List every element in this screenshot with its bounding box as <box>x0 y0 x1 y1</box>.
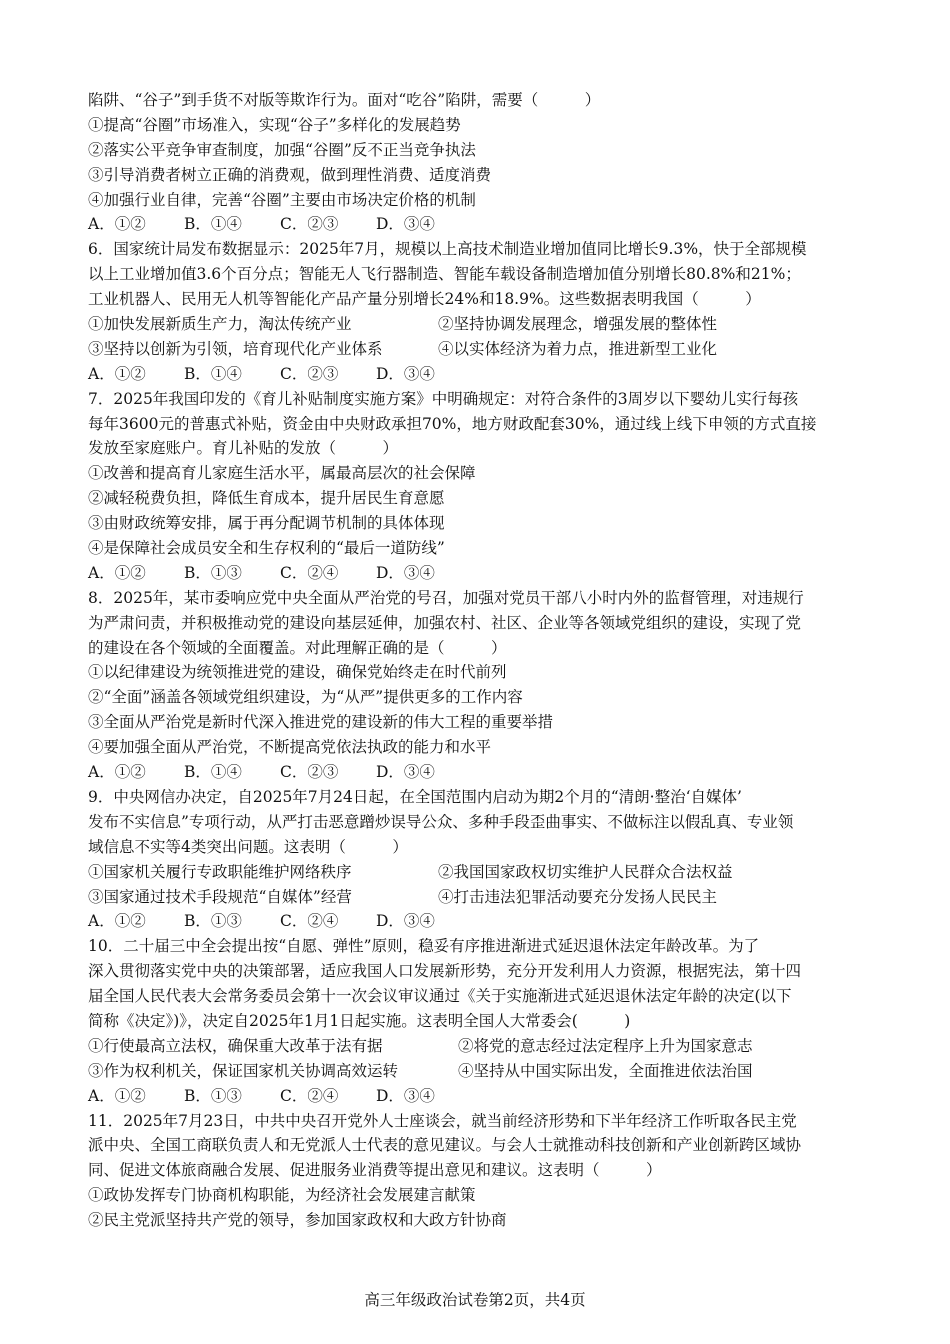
option-row <box>88 337 878 362</box>
answer-d: D．③④ <box>376 364 435 383</box>
option-item: ②“全面”涵盖各领域党组织建设，为“从严”提供更多的工作内容 <box>88 688 523 707</box>
option-item: ①改善和提高育儿家庭生活水平，属最高层次的社会保障 <box>88 464 476 483</box>
question-stem: 9．中央网信办决定，自2025年7月24日起，在全国范围内启动为期2个月的“清朗·整治‘自媒体’ <box>88 787 742 806</box>
answer-a: A．①② <box>88 364 146 383</box>
answer-c: C．②③ <box>280 364 339 383</box>
answer-d: D．③④ <box>376 912 435 931</box>
answer-b: B．①③ <box>184 912 242 931</box>
option-item: ①国家机关履行专政职能维护网络秩序 <box>88 862 352 881</box>
answer-b: B．①④ <box>184 763 242 782</box>
option-item: ④是保障社会成员安全和生存权利的“最后一道防线” <box>88 539 445 558</box>
answer-choices <box>88 1084 878 1109</box>
option-item: ③作为权利机关，保证国家机关协调高效运转 <box>88 1061 399 1080</box>
option-item: ④坚持从中国实际出发，全面推进依法治国 <box>458 1061 753 1080</box>
option-row <box>88 1059 878 1084</box>
answer-c: C．②④ <box>280 1086 339 1105</box>
answer-choices <box>88 362 878 387</box>
option-item: ②落实公平竞争审查制度，加强“谷圈”反不正当竞争执法 <box>88 140 476 159</box>
option-item: ②民主党派坚持共产党的领导，参加国家政权和大政方针协商 <box>88 1211 507 1230</box>
option-item: ①加快发展新质生产力，淘汰传统产业 <box>88 315 352 334</box>
answer-a: A．①② <box>88 912 146 931</box>
question-stem: 派中央、全国工商联负责人和无党派人士代表的意见建议。与会人士就推动科技创新和产业创新跨区域协 <box>88 1136 802 1155</box>
answer-choices <box>88 561 878 586</box>
question-stem: 10．二十届三中全会提出按“自愿、弹性”原则，稳妥有序推进渐进式延迟退休法定年龄改革。为了 <box>88 937 760 956</box>
option-item: ④要加强全面从严治党，不断提高党依法执政的能力和水平 <box>88 738 492 757</box>
option-item: ③国家通过技术手段规范“自媒体”经营 <box>88 887 352 906</box>
answer-b: B．①④ <box>184 215 242 234</box>
option-item: ④打击违法犯罪活动要充分发扬人民民主 <box>438 887 718 906</box>
answer-d: D．③④ <box>376 763 435 782</box>
page-footer: 高三年级政治试卷第2页，共4页 <box>364 1291 586 1309</box>
answer-b: B．①③ <box>184 1086 242 1105</box>
question-stem: 7．2025年我国印发的《育儿补贴制度实施方案》中明确规定：对符合条件的3周岁以下婴幼儿实行每孩 <box>88 389 799 408</box>
answer-choices <box>88 909 878 934</box>
answer-choices <box>88 760 878 785</box>
question-stem: 陷阱、“谷子”到手货不对版等欺诈行为。面对“吃谷”陷阱，需要（ ） <box>88 91 601 109</box>
answer-c: C．②④ <box>280 563 339 582</box>
answer-a: A．①② <box>88 1086 146 1105</box>
answer-a: A．①② <box>88 763 146 782</box>
question-stem: 为严肃问责，并积极推动党的建设向基层延伸，加强农村、社区、企业等各领域党组织的建设，实现了党 <box>88 613 802 632</box>
answer-b: B．①③ <box>184 563 242 582</box>
answer-b: B．①④ <box>184 364 242 383</box>
option-item: ④加强行业自律，完善“谷圈”主要由市场决定价格的机制 <box>88 190 476 209</box>
option-item: ②减轻税费负担，降低生育成本，提升居民生育意愿 <box>88 489 445 508</box>
answer-d: D．③④ <box>376 563 435 582</box>
answer-d: D．③④ <box>376 215 435 234</box>
question-stem: 8．2025年，某市委响应党中央全面从严治党的号召，加强对党员干部八小时内外的监督管理，对违规行 <box>88 588 804 607</box>
option-row <box>88 885 878 910</box>
question-stem: 届全国人民代表大会常务委员会第十一次会议审议通过《关于实施渐进式延迟退休法定年龄的决定(以下 <box>88 987 792 1006</box>
option-item: ①提高“谷圈”市场准入，实现“谷子”多样化的发展趋势 <box>88 115 461 134</box>
option-item: ③全面从严治党是新时代深入推进党的建设新的伟大工程的重要举措 <box>88 713 554 732</box>
question-stem: 发布不实信息”专项行动，从严打击恶意蹭炒误导公众、多种手段歪曲事实、不做标注以假乱真、专业领 <box>88 812 794 831</box>
exam-page <box>88 88 878 1233</box>
option-item: ③由财政统筹安排，属于再分配调节机制的具体体现 <box>88 514 445 533</box>
question-stem: 域信息不实等4类突出问题。这表明（ ） <box>88 837 408 856</box>
option-row <box>88 312 878 337</box>
option-item: ②将党的意志经过法定程序上升为国家意志 <box>458 1036 753 1055</box>
question-stem: 以上工业增加值3.6个百分点；智能无人飞行器制造、智能车载设备制造增加值分别增长80.8%和21%； <box>88 265 801 284</box>
option-item: ①行使最高立法权，确保重大改革于法有据 <box>88 1036 383 1055</box>
question-stem: 6．国家统计局发布数据显示：2025年7月，规模以上高技术制造业增加值同比增长9.3%，快于全部规模 <box>88 240 807 259</box>
question-stem: 简称《决定》)》，决定自2025年1月1日起实施。这表明全国人大常委会( ) <box>88 1011 631 1030</box>
question-stem: 工业机器人、民用无人机等智能化产品产量分别增长24%和18.9%。这些数据表明我国（ ） <box>88 290 761 309</box>
question-stem: 发放至家庭账户。育儿补贴的发放（ ） <box>88 439 399 458</box>
question-stem: 深入贯彻落实党中央的决策部署，适应我国人口发展新形势，充分开发利用人力资源，根据宪法，第十四 <box>88 962 802 981</box>
option-item: ③引导消费者树立正确的消费观，做到理性消费、适度消费 <box>88 165 492 184</box>
answer-a: A．①② <box>88 563 146 582</box>
option-item: ④以实体经济为着力点，推进新型工业化 <box>438 339 718 358</box>
answer-c: C．②③ <box>280 763 339 782</box>
answer-c: C．②④ <box>280 912 339 931</box>
answer-d: D．③④ <box>376 1086 435 1105</box>
option-item: ①以纪律建设为统领推进党的建设，确保党始终走在时代前列 <box>88 663 507 682</box>
option-item: ②坚持协调发展理念，增强发展的整体性 <box>438 315 718 334</box>
answer-choices <box>88 212 878 237</box>
option-row <box>88 860 878 885</box>
question-stem: 11．2025年7月23日，中共中央召开党外人士座谈会，就当前经济形势和下半年经济工作听取各民主党 <box>88 1111 797 1130</box>
question-stem: 的建设在各个领域的全面覆盖。对此理解正确的是（ ） <box>88 638 507 657</box>
option-row <box>88 1034 878 1059</box>
option-item: ①政协发挥专门协商机构职能，为经济社会发展建言献策 <box>88 1186 476 1205</box>
option-item: ③坚持以创新为引领，培育现代化产业体系 <box>88 339 383 358</box>
question-stem: 每年3600元的普惠式补贴，资金由中央财政承担70%，地方财政配套30%，通过线上线下申领的方式直接 <box>88 414 817 433</box>
answer-a: A．①② <box>88 215 146 234</box>
question-stem: 同、促进文体旅商融合发展、促进服务业消费等提出意见和建议。这表明（ ） <box>88 1161 662 1180</box>
option-item: ②我国国家政权切实维护人民群众合法权益 <box>438 862 733 881</box>
answer-c: C．②③ <box>280 215 339 234</box>
